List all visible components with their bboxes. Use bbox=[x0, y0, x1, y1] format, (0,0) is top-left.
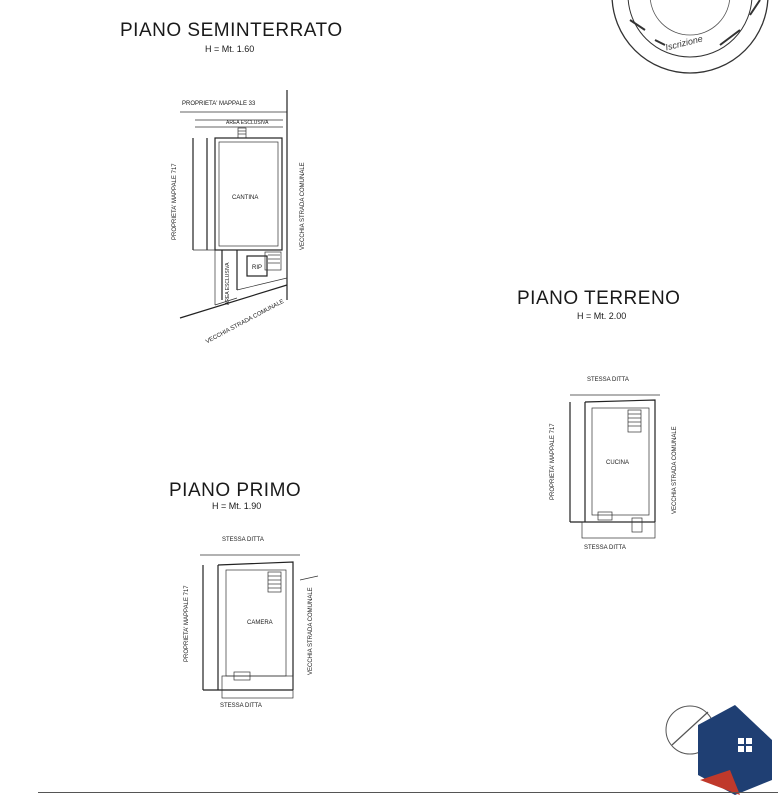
label-right-road-seminterrato: VECCHIA STRADA COMUNALE bbox=[300, 162, 306, 250]
room-cantina: CANTINA bbox=[232, 195, 259, 201]
label-left-property-terreno: PROPRIETA' MAPPALE 717 bbox=[550, 423, 556, 500]
label-top-property: PROPRIETA' MAPPALE 33 bbox=[182, 101, 256, 107]
stamp-text: Iscrizione bbox=[664, 33, 704, 53]
height-seminterrato: H = Mt. 1.60 bbox=[205, 44, 255, 54]
title-seminterrato: PIANO SEMINTERRATO bbox=[120, 20, 343, 41]
label-left-property-seminterrato: PROPRIETA' MAPPALE 717 bbox=[172, 163, 178, 240]
label-top-primo: STESSA DITTA bbox=[222, 537, 264, 543]
title-terreno: PIANO TERRENO bbox=[517, 288, 681, 309]
height-primo: H = Mt. 1.90 bbox=[212, 501, 262, 511]
label-right-road-terreno: VECCHIA STRADA COMUNALE bbox=[672, 426, 678, 514]
room-camera: CAMERA bbox=[247, 620, 273, 626]
height-terreno: H = Mt. 2.00 bbox=[577, 311, 627, 321]
title-primo: PIANO PRIMO bbox=[169, 480, 302, 501]
label-right-road-primo: VECCHIA STRADA COMUNALE bbox=[308, 587, 314, 675]
label-bottom-terreno: STESSA DITTA bbox=[584, 545, 626, 551]
label-bottom-primo: STESSA DITTA bbox=[220, 703, 262, 709]
room-cucina: CUCINA bbox=[606, 460, 630, 466]
label-left-property-primo: PROPRIETA' MAPPALE 717 bbox=[184, 585, 190, 662]
label-area-esclusiva-top: AREA ESCLUSIVA bbox=[226, 120, 269, 126]
label-bottom-road-seminterrato: VECCHIA STRADA COMUNALE bbox=[205, 298, 286, 346]
bottom-border-line bbox=[38, 792, 778, 793]
label-top-terreno: STESSA DITTA bbox=[587, 377, 629, 383]
room-rip: RIP bbox=[252, 265, 263, 271]
label-area-esclusiva-side: AREA ESCLUSIVA bbox=[225, 262, 231, 305]
